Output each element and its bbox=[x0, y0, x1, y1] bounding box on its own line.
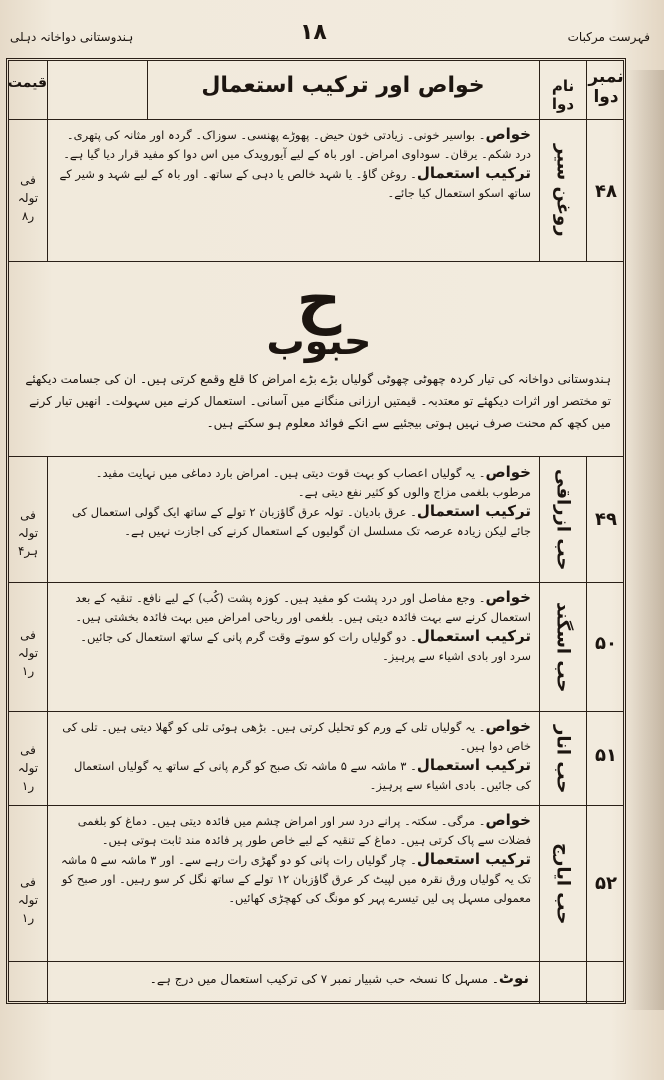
row49-number: ۴۹ bbox=[595, 509, 617, 530]
row52-usage: چار گولیاں رات پانی کو دو گھڑی رات رہے سے۔ اور ۳ ماشہ سے ۵ ماشہ تک یہ گولیاں ورق نقرہ میں لپیٹ کر عرق گاؤزبان ۱۲ تولے کے ساتھ نگل کر سو رہیں۔ اور صبح کو معمولی مسہل پی لیں تیسرے پہر کو مونگ کی کھچڑی کھائیں۔ bbox=[61, 853, 531, 905]
row51-price-unit: فی تولہ bbox=[17, 743, 39, 775]
row50-usage-label: ترکیب استعمال bbox=[416, 627, 531, 645]
row50-number: ۵۰ bbox=[595, 633, 617, 654]
col-header-properties: خواص اور ترکیب استعمال bbox=[201, 73, 485, 98]
row48-usage-label: ترکیب استعمال bbox=[416, 164, 531, 182]
row51-price bbox=[9, 741, 47, 795]
row48-name: روغن سیر bbox=[552, 143, 574, 237]
table-frame bbox=[6, 58, 626, 1004]
row52-price bbox=[9, 873, 47, 927]
section-title: حبوب bbox=[266, 319, 372, 363]
row49-price-unit: فی تولہ bbox=[17, 508, 39, 540]
row50-properties: وجع مفاصل اور درد پشت کو مفید ہیں۔ کوزہ پشت (کُب) کے لیے نافع۔ تنقیہ کے بعد استعمال کرنے سے بہت فائدہ دیتی ہیں۔ بلغمی اور ریاحی امراض میں بہت فائدہ بخشتی ہیں۔ bbox=[75, 591, 531, 624]
row51-name: حب انار bbox=[552, 724, 574, 794]
row49-properties-label: خواص bbox=[485, 463, 531, 481]
row52-usage-label: ترکیب استعمال bbox=[416, 850, 531, 868]
row48-price-value: ۸ر bbox=[21, 209, 35, 223]
row51-price-value: ۱ر bbox=[21, 779, 35, 793]
header-right-text: فہرست مرکبات bbox=[567, 30, 650, 44]
row49-price-value: ۴ہر bbox=[17, 544, 39, 558]
page-number: ۱۸ bbox=[300, 20, 327, 45]
row48-price-unit: فی تولہ bbox=[17, 173, 39, 205]
header-left-text: ہندوستانی دواخانہ دہلی bbox=[10, 30, 134, 44]
row52-properties-label: خواص bbox=[485, 811, 531, 829]
row50-description: خواص۔ وجع مفاصل اور درد پشت کو مفید ہیں۔ کوزہ پشت (کُب) کے لیے نافع۔ تنقیہ کے بعد استعمال کرنے سے بہت فائدہ دیتی ہیں۔ بلغمی اور ریاحی امراض میں بہت فائدہ بخشتی ہیں۔ ترکیب استعمال۔ دو گولیاں رات کو سوتے وقت گرم پانی کے ساتھ استعمال کی جائیں۔ سرد اور بادی اشیاء سے پرہیز۔ bbox=[75, 588, 531, 663]
row48-properties: بواسیر خونی۔ زیادتی خون حیض۔ پھوڑے پھنسی۔ سوزاک۔ گردہ اور مثانہ کی پتھری۔ درد شکم۔ یرقان۔ سوداوی امراض۔ اور باہ کے لیے آیورویدک میں اس دوا کو مفید قرار دیا گیا ہے۔ bbox=[63, 128, 531, 161]
row52-price-unit: فی تولہ bbox=[17, 875, 39, 907]
row52-name: حب ایارج bbox=[552, 843, 574, 925]
row52-price-value: ۱ر bbox=[21, 911, 35, 925]
row50-properties-label: خواص bbox=[485, 588, 531, 606]
row51-properties-label: خواص bbox=[485, 717, 531, 735]
row49-properties: یہ گولیاں اعصاب کو بہت قوت دیتی ہیں۔ امراض بارد دماغی میں نہایت مفید۔ مرطوب بلغمی مزاج والوں کو کثیر نفع دیتی ہے۔ bbox=[95, 466, 531, 499]
row52-properties: مرگی۔ سکتہ۔ پرانے درد سر اور امراض چشم میں فائدہ دیتی ہیں۔ دماغ کو بلغمی فضلات سے پاک کرتی ہیں۔ دماغ کے تنقیہ کے لیے خاص طور پر فائدہ مند ثابت ہوتی ہیں۔ bbox=[77, 814, 531, 847]
col-header-number: نمبر دوا bbox=[588, 67, 624, 107]
footnote: نوٹ۔ مسہل کا نسخہ حب شبیار نمبر ۷ کی ترکیب استعمال میں درج ہے۔ bbox=[149, 969, 529, 987]
row49-usage: عرق بادیان۔ تولہ عرق گاؤزبان ۲ تولے کے ساتھ ایک گولی استعمال کی جائے لیکن زیادہ عرصہ تک مسلسل ان گولیوں کے استعمال کرنے کی اجازت نہیں ہے۔ bbox=[72, 505, 531, 538]
page-shadow bbox=[624, 70, 664, 1010]
row51-description: خواص۔ یہ گولیاں تلی کے ورم کو تحلیل کرتی ہیں۔ بڑھی ہوئی تلی کو گھلا دیتی ہیں۔ تلی کی خاص دوا ہیں۔ ترکیب استعمال۔ ۳ ماشہ سے ۵ ماشہ تک صبح کو گرم پانی کے ساتھ یہ گولیاں استعمال کی جائیں۔ بادی اشیاء سے پرہیز۔ bbox=[62, 717, 531, 792]
row50-usage: دو گولیاں رات کو سوتے وقت گرم پانی کے ساتھ استعمال کی جائیں۔ سرد اور بادی اشیاء سے پرہیز۔ bbox=[80, 630, 531, 663]
footnote-label: نوٹ bbox=[498, 969, 529, 987]
row52-description: خواص۔ مرگی۔ سکتہ۔ پرانے درد سر اور امراض چشم میں فائدہ دیتی ہیں۔ دماغ کو بلغمی فضلات سے پاک کرتی ہیں۔ دماغ کے تنقیہ کے لیے خاص طور پر فائدہ مند ثابت ہوتی ہیں۔ ترکیب استعمال۔ چار گولیاں رات پانی کو دو گھڑی رات رہے سے۔ اور ۳ ماشہ سے ۵ ماشہ تک یہ گولیاں ورق نقرہ میں لپیٹ کر عرق گاؤزبان ۱۲ تولے کے ساتھ نگل کر سو رہیں۔ اور صبح کو معمولی مسہل پی لیں تیسرے پہر کو مونگ کی کھچڑی کھائیں۔ bbox=[61, 811, 531, 905]
row48-usage: روغن گاؤ۔ یا شہد خالص یا دہی کے ساتھ۔ اور باہ کے لیے شہد و شیر کے ساتھ اسکو استعمال کیا جائے۔ bbox=[59, 167, 531, 200]
section-letter: ح bbox=[296, 263, 342, 336]
row51-usage-label: ترکیب استعمال bbox=[416, 756, 531, 774]
row48-properties-label: خواص bbox=[485, 125, 531, 143]
row48-number: ۴۸ bbox=[595, 181, 617, 202]
row48-price bbox=[9, 171, 47, 225]
row48-description: خواص۔ بواسیر خونی۔ زیادتی خون حیض۔ پھوڑے پھنسی۔ سوزاک۔ گردہ اور مثانہ کی پتھری۔ درد شکم۔ یرقان۔ سوداوی امراض۔ اور باہ کے لیے آیورویدک میں اس دوا کو مفید قرار دیا گیا ہے۔ ترکیب استعمال۔ روغن گاؤ۔ یا شہد خالص یا دہی کے ساتھ۔ اور باہ کے لیے شہد و شیر کے ساتھ اسکو استعمال کیا جائے۔ bbox=[59, 125, 531, 200]
row51-properties: یہ گولیاں تلی کے ورم کو تحلیل کرتی ہیں۔ بڑھی ہوئی تلی کو گھلا دیتی ہیں۔ تلی کی خاص دوا ہیں۔ bbox=[62, 720, 531, 753]
row49-name: حب ازراقی bbox=[552, 469, 574, 571]
row50-price-unit: فی تولہ bbox=[17, 628, 39, 660]
row50-price-value: ۱ر bbox=[21, 664, 35, 678]
col-header-price: قیمت bbox=[7, 75, 47, 91]
col-header-name: نام دوا bbox=[551, 77, 575, 113]
page-header bbox=[0, 20, 664, 60]
row51-usage: ۳ ماشہ سے ۵ ماشہ تک صبح کو گرم پانی کے ساتھ یہ گولیاں استعمال کی جائیں۔ بادی اشیاء سے پرہیز۔ bbox=[74, 759, 531, 792]
section-intro: ہندوستانی دواخانہ کی تیار کردہ چھوٹی چھوٹی گولیاں بڑے بڑے امراض کا قلع وقمع کرتی ہیں۔ ان کی جسامت دیکھئے تو مختصر اور اثرات دیکھئے تو معتدبہ۔ قیمتیں ارزانی منگانے میں آسانی۔ استعمال کرنے میں سہولت۔ انھیں تیار کرنے میں کچھ کم محنت صرف نہیں ہوتی بیجئیے سے انکے فوائد معلوم ہو سکتے ہیں۔ bbox=[25, 372, 611, 430]
row51-number: ۵۱ bbox=[595, 745, 617, 766]
row50-price bbox=[9, 626, 47, 680]
row49-description: خواص۔ یہ گولیاں اعصاب کو بہت قوت دیتی ہیں۔ امراض بارد دماغی میں نہایت مفید۔ مرطوب بلغمی مزاج والوں کو کثیر نفع دیتی ہے۔ ترکیب استعمال۔ عرق بادیان۔ تولہ عرق گاؤزبان ۲ تولے کے ساتھ ایک گولی استعمال کی جائے لیکن زیادہ عرصہ تک مسلسل ان گولیوں کے استعمال کرنے کی اجازت نہیں ہے۔ bbox=[72, 463, 531, 538]
footnote-text: مسہل کا نسخہ حب شبیار نمبر ۷ کی ترکیب استعمال میں درج ہے۔ bbox=[149, 972, 489, 986]
row52-number: ۵۲ bbox=[595, 873, 617, 894]
row50-name: حب اسگند bbox=[552, 601, 574, 693]
row49-usage-label: ترکیب استعمال bbox=[416, 502, 531, 520]
row49-price bbox=[9, 506, 47, 560]
